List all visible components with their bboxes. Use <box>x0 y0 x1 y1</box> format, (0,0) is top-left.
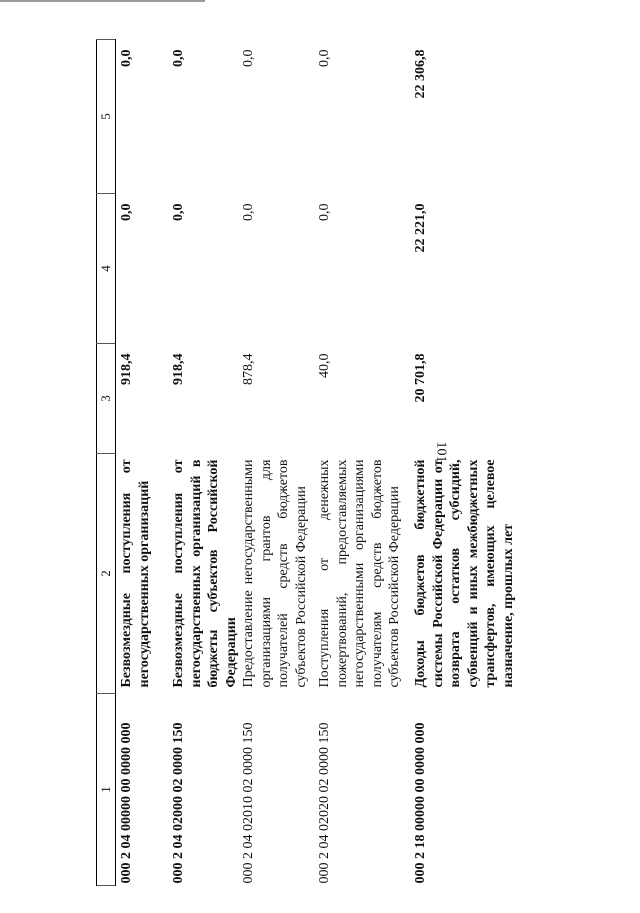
header-row <box>97 40 116 886</box>
row-value-col3: 20 701,8 <box>413 353 428 403</box>
header-col-3: 3 <box>97 344 116 454</box>
row-value-col3: 40,0 <box>317 353 332 378</box>
table-row <box>410 40 517 886</box>
row-value-col3: 918,4 <box>171 353 186 385</box>
row-value-col4: 0,0 <box>119 203 134 221</box>
row-code: 000 2 04 02010 02 0000 150 <box>241 722 256 884</box>
row-value-col5: 0,0 <box>241 49 256 67</box>
row-name: Безвозмездные поступления от негосударственных организаций в бюджеты субъектов Российской Федерации <box>171 459 239 688</box>
row-name: Предоставление негосударственными организациями грантов для получателей средств бюджетов субъектов Российской Федерации <box>241 459 309 688</box>
row-code: 000 2 04 02000 02 0000 150 <box>171 722 186 884</box>
row-code: 000 2 18 00000 00 0000 000 <box>413 722 428 884</box>
page-number: 101 <box>433 441 449 463</box>
header-col-4: 4 <box>97 194 116 344</box>
row-value-col4: 0,0 <box>171 203 186 221</box>
rotated-table-container <box>96 40 516 886</box>
row-name: Доходы бюджетов бюджетной системы Российской Федерации от возврата остатков субсидий, субвенций и иных межбюджетных трансфертов, имеющих целевое назначение, прошлых лет <box>413 459 516 688</box>
header-col-5: 5 <box>97 40 116 194</box>
table-row <box>168 40 240 886</box>
table-row <box>240 40 316 886</box>
row-value-col3: 878,4 <box>241 353 256 385</box>
row-value-col5: 0,0 <box>171 49 186 67</box>
header-col-2: 2 <box>97 454 116 694</box>
row-value-col5: 0,0 <box>317 49 332 67</box>
table-row <box>316 40 410 886</box>
row-value-col4: 0,0 <box>241 203 256 221</box>
row-value-col4: 22 221,0 <box>413 203 428 253</box>
row-value-col3: 918,4 <box>119 353 134 385</box>
row-value-col5: 0,0 <box>119 49 134 67</box>
revenue-table <box>96 39 517 886</box>
header-col-1: 1 <box>97 694 116 886</box>
scan-edge-line <box>0 0 205 2</box>
row-value-col5: 22 306,8 <box>413 49 428 99</box>
row-code: 000 2 04 02020 02 0000 150 <box>317 722 332 884</box>
row-name: Поступления от денежных пожертвований, предоставляемых негосударственными организациями получателям средств бюджетов субъектов Российской Федерации <box>317 459 402 688</box>
table-row <box>116 40 169 886</box>
row-code: 000 2 04 00000 00 0000 000 <box>119 722 134 884</box>
row-value-col4: 0,0 <box>317 203 332 221</box>
row-name: Безвозмездные поступления от негосударственных организаций <box>119 459 152 688</box>
